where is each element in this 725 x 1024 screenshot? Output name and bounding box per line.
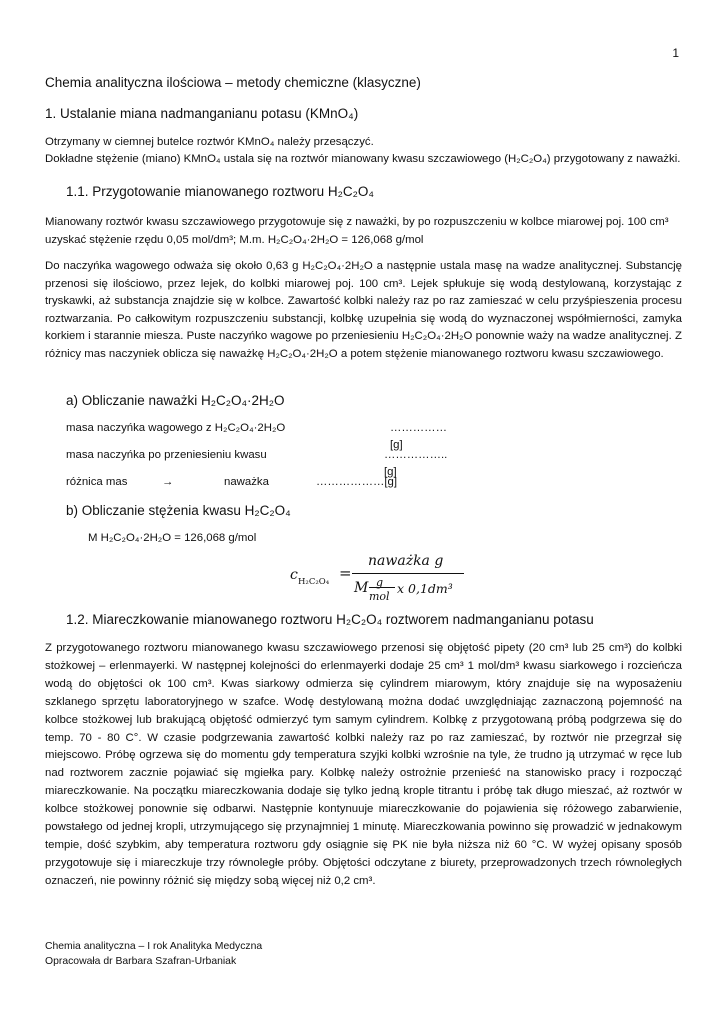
formula-fraction-bar [352, 573, 464, 574]
weighing-row-3-label: różnica mas [66, 476, 128, 488]
formula-denominator-m: M [354, 580, 369, 596]
weighing-row-1-label: masa naczyńka wagowego z H₂C₂O₄·2H₂O [66, 422, 286, 434]
subsection-1-1-paragraph-1: Mianowany roztwór kwasu szczawiowego przygotowuje się z naważki, by po rozpuszczeniu w kolbce miarowej poj. 100 cm³ uzyskać stężenie rzędu 0,05 mol/dm³; M.m. H₂C₂O₄·2H₂O = 126,068 g/mol [45, 216, 669, 246]
weighing-row-1-value: …………… [g] [390, 422, 447, 451]
part-b-heading: b) Obliczanie stężenia kwasu H₂C₂O₄ [66, 503, 291, 518]
molar-mass-line: M H₂C₂O₄·2H₂O = 126,068 g/mol [88, 532, 257, 544]
weighing-row-2-label: masa naczyńka po przeniesieniu kwasu [66, 449, 267, 461]
subsection-1-2-paragraph: Z przygotowanego roztworu mianowanego kwasu szczawiowego przenosi się objętość pipety (20 cm³ lub 25 cm³) do kolbki stożkowej – erlenmayerki. W następnej kolejności do erlenmayerki dodaje 25 cm³ 1 mol/dm³ kwasu siarkowego i rozcieńcza wodą do objętości ok 100 cm³. Kwas siarkowy odmierza się cylindrem miarowym, który znajduje się na wyposażeniu szklanego sprzętu laboratoryjnego w szafce. Wodę destylowaną można dodać uwzględniając zaznaczoną pojemność na kolbce stożkowej lub brakującą objętość odmierzyć tym samym cylindrem. Kolbkę z przygotowaną próbą podgrzewa się do temp. 70 - 80 C°. W czasie podgrzewania zawartość kolbki należy raz po raz zamieszać, by roztwór nie przegrzał się miejscowo. Próbę ogrzewa się do momentu gdy temperatura szyjki kolbki wzrośnie na tyle, że trudno ją utrzymać w ręce lub nad roztworem zacznie pojawiać się mgiełka pary. Kolbkę należy ostrożnie przenieść na stanowisko pracy i rozpocząć miareczkowanie. Na początku miareczkowania dodaje się tylko jedną krople titrantu i próbę tak długo mieszać, aż roztwór w kolbce stożkowej ponownie się odbarwi. Następnie kontynuuje miareczkowanie do pojawienia się różowego zabarwienie, powstałego od jednej kropli, utrzymującego się przynajmniej 1 minutę. Miareczkowania powinno się prowadzić w jednakowym tempie, dość szybkim, aby temperatura roztworu gdy osiągnie się PK nie była niższa niż 60 °C. W wyżej opisany sposób przygotowuje się i miareczkuje trzy równoległe próby. Objętości odczytane z biurety, przeprowadzonych trzech równoległych oznaczeń, nie powinny różnić się między sobą więcej niż 0,2 cm³. [45, 642, 682, 887]
weighing-row-1 [66, 420, 447, 451]
intro-line-1: Otrzymany w ciemnej butelce roztwór KMnO₄ należy przesączyć. [45, 136, 374, 148]
weighing-row-2 [66, 447, 448, 478]
formula-denominator-tail: x 0,1dm³ [397, 581, 453, 596]
formula-unit-numerator: g [376, 576, 384, 589]
section-1-heading: 1. Ustalanie miana nadmanganianu potasu (KMnO₄) [45, 106, 359, 121]
subsection-1-1-heading: 1.1. Przygotowanie mianowanego roztworu H₂C₂O₄ [66, 184, 374, 199]
footer-line-1: Chemia analityczna – I rok Analityka Medyczna [45, 941, 263, 952]
footer [45, 939, 262, 969]
weighing-row-2-value: ……………..[g] [384, 449, 448, 478]
page-number: 1 [672, 46, 679, 60]
weighing-row-3 [66, 474, 406, 491]
part-a-heading: a) Obliczanie naważki H₂C₂O₄·2H₂O [66, 393, 285, 408]
formula-unit-denominator: mol [369, 590, 390, 603]
subsection-1-1-paragraph-2: Do naczyńka wagowego odważa się około 0,63 g H₂C₂O₄·2H₂O a następnie ustala masę na wadze analitycznej. Substancję przenosi się ilościowo, przez lejek, do kolbki miarowej poj. 100 cm³. Lejek spłukuje się wodą destylowaną, korzystając z tryskawki, aż substancja znajdzie się w kolbce. Zawartość kolbki należy raz po raz zamieszać w celu przyśpieszenia procesu roztwarzania. Po całkowitym rozpuszczeniu substancji, kolbkę uzupełnia się wodą do wyznaczonej współmierności, zamyka korkiem i starannie miesza. Puste naczyńko wagowe po przeniesieniu H₂C₂O₄·2H₂O ponownie waży na wadze analitycznej. Z różnicy mas naczyniek oblicza się naważkę H₂C₂O₄·2H₂O a potem stężenie mianowanego roztworu kwasu szczawiowego. [45, 260, 682, 360]
document-title: Chemia analityczna ilościowa – metody chemiczne (klasyczne) [45, 75, 421, 90]
formula-lhs-subscript: H₂C₂O₄ [298, 577, 330, 587]
formula-lhs: c [290, 567, 298, 583]
intro-line-2: Dokładne stężenie (miano) KMnO₄ ustala się na roztwór mianowany kwasu szczawiowego (H₂C₂O₄) przygotowany z naważki. [45, 153, 681, 165]
footer-line-2: Opracowała dr Barbara Szafran-Urbaniak [45, 956, 237, 967]
formula-numerator: naważka g [368, 553, 444, 569]
weighing-row-3-mid: naważka [224, 476, 269, 488]
formula-equals: = [339, 564, 352, 582]
weighing-row-3-value: ………………[g] [316, 476, 398, 488]
arrow-icon: → [162, 476, 174, 488]
concentration-formula [290, 553, 480, 608]
subsection-1-2-heading: 1.2. Miareczkowanie mianowanego roztworu H₂C₂O₄ roztworem nadmanganianu potasu [66, 612, 594, 627]
